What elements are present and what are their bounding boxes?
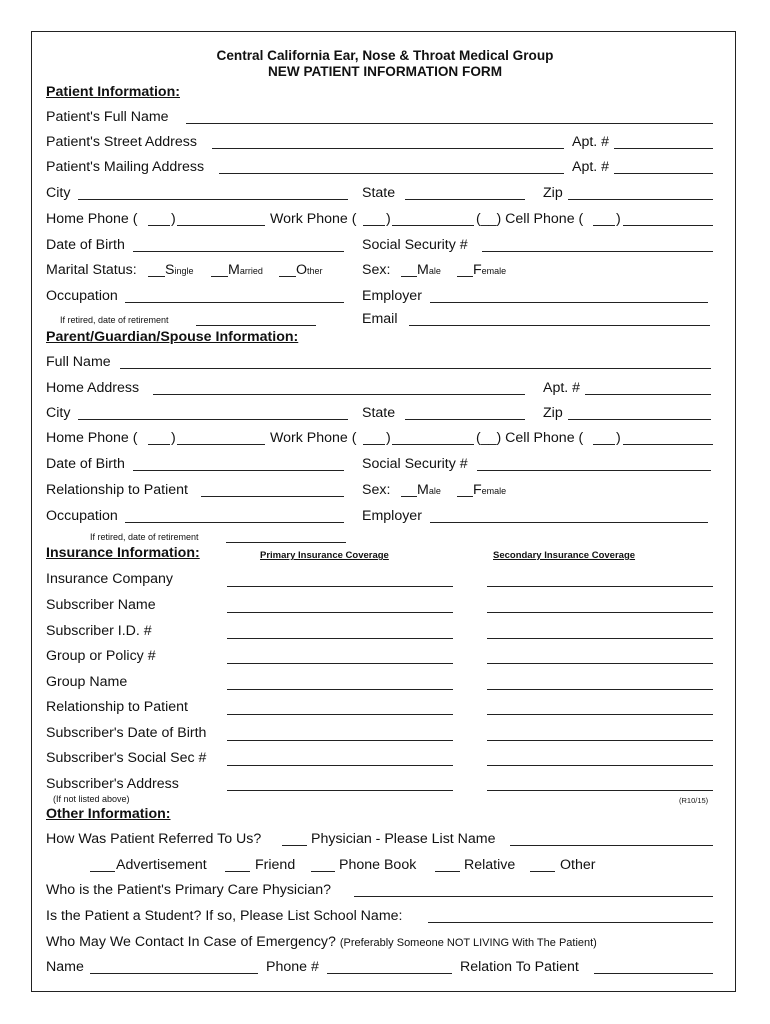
emergency-phone-field[interactable] [327,973,452,974]
marital-other-label: Other [296,262,323,278]
referred-phone-book-checkbox[interactable] [311,871,335,872]
guardian-relationship-label: Relationship to Patient [46,482,188,498]
guardian-cell-phone-field[interactable] [623,444,713,445]
emergency-phone-label: Phone # [266,959,319,975]
patient-sex-male-checkbox[interactable] [401,276,417,277]
patient-mailing-apt-field[interactable] [614,173,713,174]
pcp-question: Who is the Patient's Primary Care Physician? [46,882,331,898]
insurance-info-heading: Insurance Information: [46,545,200,561]
secondary-relationship-field[interactable] [487,714,713,715]
guardian-ssn-label: Social Security # [362,456,468,472]
patient-city-label: City [46,185,71,201]
primary-group-name-field[interactable] [227,689,453,690]
patient-ssn-label: Social Security # [362,237,468,253]
insurance-row-label: Subscriber's Address [46,776,179,792]
paren-close: ) [616,211,621,227]
emergency-relation-field[interactable] [594,973,713,974]
referred-friend-label: Friend [255,857,296,873]
primary-group-policy-field[interactable] [227,663,453,664]
primary-subscriber-name-field[interactable] [227,612,453,613]
patient-street-apt-label: Apt. # [572,134,610,150]
patient-sex-female-checkbox[interactable] [457,276,473,277]
marital-single-checkbox[interactable] [148,276,165,277]
sex-female-label: Female [473,262,507,278]
guardian-sex-female-checkbox[interactable] [457,496,473,497]
guardian-state-label: State [362,405,396,421]
marital-single-label: Single [165,262,194,278]
referred-advertisement-checkbox[interactable] [90,871,115,872]
emergency-name-label: Name [46,959,84,975]
guardian-cell-label: (__) Cell Phone ( [476,430,584,446]
guardian-state-field[interactable] [405,419,525,420]
secondary-subscriber-address-field[interactable] [487,790,713,791]
patient-mailing-apt-label: Apt. # [572,159,610,175]
patient-street-field[interactable] [212,148,564,149]
guardian-employer-label: Employer [362,508,422,524]
patient-work-phone-field[interactable] [392,225,474,226]
other-info-heading: Other Information: [46,806,171,822]
patient-full-name-label: Patient's Full Name [46,109,169,125]
guardian-apt-label: Apt. # [543,380,581,396]
guardian-occupation-label: Occupation [46,508,118,524]
patient-retired-label: If retired, date of retirement [60,315,169,325]
secondary-subscriber-name-field[interactable] [487,612,713,613]
guardian-dob-label: Date of Birth [46,456,125,472]
paren-close: ) [386,211,391,227]
primary-subscriber-id-field[interactable] [227,638,453,639]
form-title: NEW PATIENT INFORMATION FORM [267,64,503,79]
marital-other-checkbox[interactable] [279,276,296,277]
referred-other-checkbox[interactable] [530,871,555,872]
guardian-employer-field[interactable] [430,522,708,523]
guardian-info-heading: Parent/Guardian/Spouse Information: [46,329,299,345]
patient-sex-label: Sex: [362,262,391,278]
guardian-full-name-field[interactable] [120,368,711,369]
school-name-field[interactable] [428,922,713,923]
patient-mailing-field[interactable] [219,173,564,174]
referred-physician-name-field[interactable] [510,845,713,846]
emergency-question: Who May We Contact In Case of Emergency? (Preferably Someone NOT LIVING With The Patient) [46,934,597,950]
if-not-listed-note: (If not listed above) [53,794,130,804]
emergency-relation-label: Relation To Patient [460,959,579,975]
primary-subscriber-ssn-field[interactable] [227,765,453,766]
patient-dob-field[interactable] [133,251,344,252]
guardian-home-phone-field[interactable] [177,444,265,445]
patient-email-label: Email [362,311,398,327]
patient-full-name-field[interactable] [186,123,713,124]
guardian-address-field[interactable] [153,394,525,395]
guardian-address-label: Home Address [46,380,140,396]
patient-employer-label: Employer [362,288,422,304]
patient-occupation-field[interactable] [125,302,344,303]
guardian-retired-field[interactable] [226,542,346,543]
referred-physician-label: Physician - Please List Name [311,831,496,847]
guardian-retired-label: If retired, date of retirement [90,532,199,542]
primary-subscriber-dob-field[interactable] [227,740,453,741]
patient-street-apt-field[interactable] [614,148,713,149]
secondary-group-policy-field[interactable] [487,663,713,664]
patient-work-phone-label: Work Phone ( [270,211,357,227]
patient-mailing-label: Patient's Mailing Address [46,159,205,175]
guardian-home-area-field[interactable] [148,444,170,445]
primary-insurance-company-field[interactable] [227,586,453,587]
paren-close: ) [616,430,621,446]
emergency-name-field[interactable] [90,973,258,974]
referred-other-label: Other [560,857,596,873]
patient-state-label: State [362,185,396,201]
pcp-field[interactable] [354,896,713,897]
referred-friend-checkbox[interactable] [225,871,250,872]
patient-employer-field[interactable] [430,302,708,303]
guardian-sex-label: Sex: [362,482,391,498]
student-question: Is the Patient a Student? If so, Please List School Name: [46,908,403,924]
patient-home-area-field[interactable] [148,225,170,226]
patient-work-area-field[interactable] [363,225,385,226]
guardian-ssn-field[interactable] [477,470,711,471]
primary-subscriber-address-field[interactable] [227,790,453,791]
emergency-note: (Preferably Someone NOT LIVING With The Patient) [339,937,597,949]
guardian-home-phone-label: Home Phone ( [46,430,138,446]
patient-street-label: Patient's Street Address [46,134,197,150]
insurance-row-label: Group or Policy # [46,648,156,664]
referred-advertisement-label: Advertisement [116,857,207,873]
marital-married-label: Married [228,262,263,278]
insurance-row-label: Relationship to Patient [46,699,188,715]
secondary-subscriber-ssn-field[interactable] [487,765,713,766]
guardian-city-field[interactable] [78,419,348,420]
paren-close: ) [386,430,391,446]
secondary-coverage-heading: Secondary Insurance Coverage [493,550,636,561]
insurance-row-label: Subscriber I.D. # [46,623,152,639]
patient-cell-label: (__) Cell Phone ( [476,211,584,227]
patient-dob-label: Date of Birth [46,237,125,253]
patient-info-heading: Patient Information: [46,84,180,100]
sex-male-label: Male [417,482,441,498]
sex-male-label: Male [417,262,441,278]
referred-relative-checkbox[interactable] [435,871,460,872]
patient-email-field[interactable] [409,325,710,326]
patient-cell-area-field[interactable] [593,225,615,226]
guardian-city-label: City [46,405,71,421]
referred-phone-book-label: Phone Book [339,857,417,873]
primary-relationship-field[interactable] [227,714,453,715]
patient-zip-label: Zip [543,185,563,201]
insurance-row-label: Subscriber's Social Sec # [46,750,207,766]
guardian-work-area-field[interactable] [363,444,385,445]
guardian-cell-area-field[interactable] [593,444,615,445]
guardian-zip-label: Zip [543,405,563,421]
patient-zip-field[interactable] [568,199,713,200]
guardian-dob-field[interactable] [133,470,344,471]
guardian-full-name-label: Full Name [46,354,111,370]
insurance-row-label: Group Name [46,674,128,690]
marital-status-label: Marital Status: [46,262,137,278]
insurance-row-label: Subscriber's Date of Birth [46,725,207,741]
referred-physician-checkbox[interactable] [282,845,307,846]
insurance-row-label: Subscriber Name [46,597,156,613]
patient-city-field[interactable] [78,199,348,200]
guardian-work-phone-label: Work Phone ( [270,430,357,446]
secondary-subscriber-id-field[interactable] [487,638,713,639]
patient-state-field[interactable] [405,199,525,200]
paren-close: ) [171,430,176,446]
sex-female-label: Female [473,482,507,498]
paren-close: ) [171,211,176,227]
patient-ssn-field[interactable] [482,251,713,252]
insurance-row-label: Insurance Company [46,571,173,587]
secondary-subscriber-dob-field[interactable] [487,740,713,741]
guardian-sex-male-checkbox[interactable] [401,496,417,497]
secondary-group-name-field[interactable] [487,689,713,690]
patient-cell-phone-field[interactable] [623,225,713,226]
primary-coverage-heading: Primary Insurance Coverage [260,550,389,561]
guardian-apt-field[interactable] [585,394,711,395]
patient-retired-field[interactable] [196,325,316,326]
organization-name: Central California Ear, Nose & Throat Medical Group [216,48,554,63]
referred-question: How Was Patient Referred To Us? [46,831,262,847]
guardian-zip-field[interactable] [568,419,711,420]
secondary-insurance-company-field[interactable] [487,586,713,587]
patient-occupation-label: Occupation [46,288,118,304]
marital-married-checkbox[interactable] [211,276,228,277]
guardian-work-phone-field[interactable] [392,444,474,445]
revision-code: (R10/15) [679,796,709,805]
guardian-occupation-field[interactable] [125,522,344,523]
referred-relative-label: Relative [464,857,516,873]
patient-home-phone-label: Home Phone ( [46,211,138,227]
guardian-relationship-field[interactable] [201,496,344,497]
patient-home-phone-field[interactable] [177,225,265,226]
